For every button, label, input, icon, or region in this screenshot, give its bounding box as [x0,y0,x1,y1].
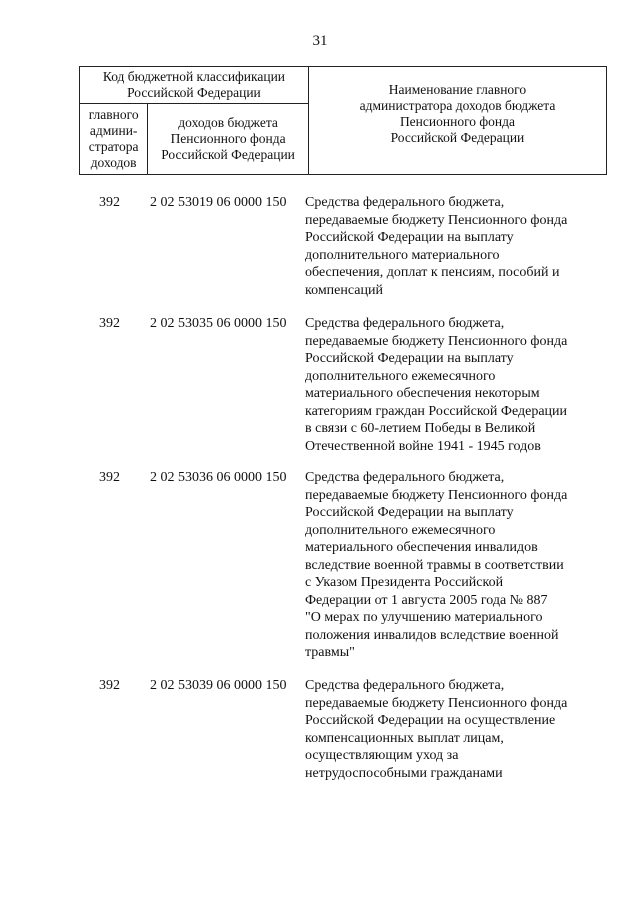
header-main-admin: главного админи- стратора доходов [80,104,148,175]
row-description: Средства федерального бюджета, передаваемые бюджету Пенсионного фонда Российской Федерации на выплату дополнительного ежемесячного материального обеспечения некоторым категориям граждан Российской Федерации в связи с 60-летием Победы в Великой Отечественной войне 1941 - 1945 годов [305,316,568,454]
income-code: 2 02 53035 06 0000 150 [150,316,287,331]
admin-code: 392 [99,195,120,210]
row-description: Средства федерального бюджета, передаваемые бюджету Пенсионного фонда Российской Федерации на выплату дополнительного ежемесячного материального обеспечения инвалидов вследствие военной травмы в соответствии с Указом Президента Российской Федерации от 1 августа 2005 года № 887 "О мерах по улучшению материального положения инвалидов вследствие военной травмы" [305,470,568,660]
admin-code: 392 [99,316,120,331]
header-classification-code: Код бюджетной классификации Российской Федерации [80,67,309,104]
income-code: 2 02 53039 06 0000 150 [150,678,287,693]
row-description: Средства федерального бюджета, передаваемые бюджету Пенсионного фонда Российской Федерации на осуществление компенсационных выплат лицам, осуществляющим уход за нетрудоспособными гражданами [305,678,568,781]
row-description: Средства федерального бюджета, передаваемые бюджету Пенсионного фонда Российской Федерации на выплату дополнительного материального обеспечения, доплат к пенсиям, пособий и компенсаций [305,195,568,298]
income-code: 2 02 53036 06 0000 150 [150,470,287,485]
admin-code: 392 [99,470,120,485]
header-admin-name: Наименование главного администратора доходов бюджета Пенсионного фонда Российской Федерации [308,67,606,175]
table-header [79,66,607,175]
header-budget-income: доходов бюджета Пенсионного фонда Российской Федерации [148,104,309,175]
admin-code: 392 [99,678,120,693]
income-code: 2 02 53019 06 0000 150 [150,195,287,210]
page-number: 31 [312,33,328,49]
